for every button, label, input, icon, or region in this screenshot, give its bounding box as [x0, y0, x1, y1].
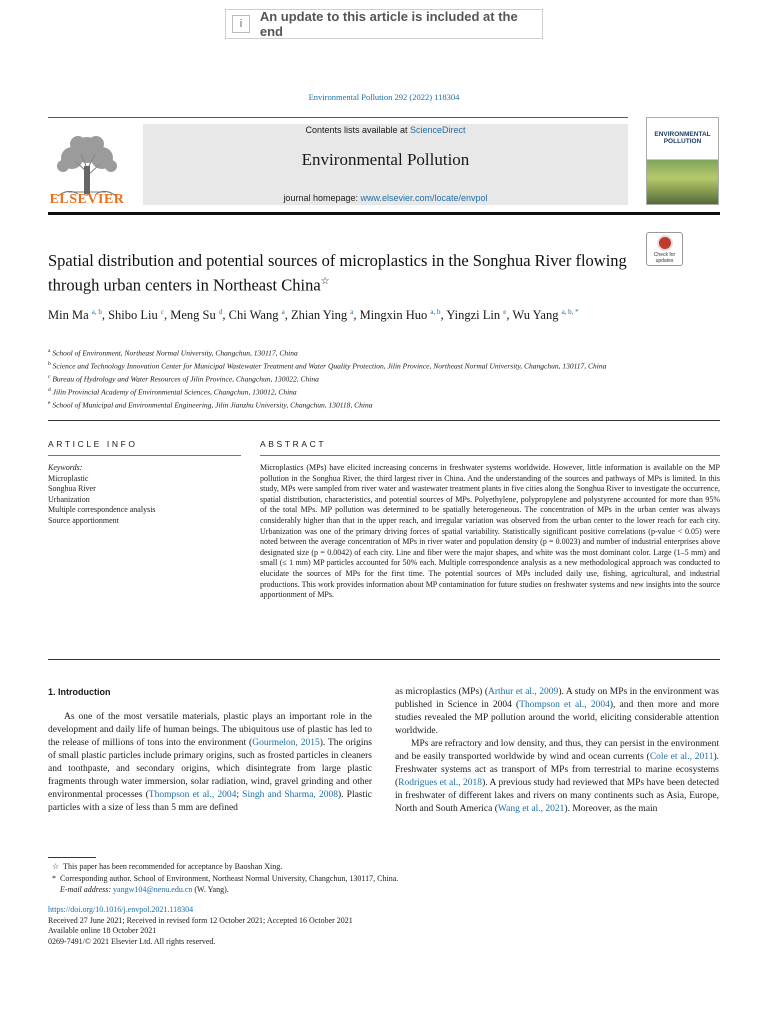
footnote-text: Corresponding author. School of Environment, Northeast Normal University, Changchun, 130117, China.	[60, 873, 399, 883]
email-label: E-mail address:	[60, 885, 112, 895]
affiliation	[48, 372, 720, 385]
divider	[48, 420, 720, 421]
footnotes	[48, 861, 720, 896]
body-column-left	[48, 686, 372, 815]
affiliation-text: Jilin Provincial Academy of Environmental Sciences, Changchun, 130012, China	[52, 387, 297, 397]
text-run: as microplastics (MPs) (	[395, 687, 488, 697]
homepage-prefix: journal homepage:	[283, 193, 361, 203]
article-info-rule	[48, 455, 241, 456]
divider	[48, 659, 720, 660]
footnote-text: This paper has been recommended for acceptance by Baoshan Xing.	[63, 862, 283, 871]
homepage-link[interactable]: www.elsevier.com/locate/envpol	[360, 193, 488, 203]
title-footnote-mark[interactable]: ☆	[320, 276, 330, 287]
affiliation	[48, 385, 720, 398]
author-affiliation-mark[interactable]: c	[160, 308, 165, 316]
update-banner-text: An update to this article is included at the end	[259, 9, 518, 39]
author[interactable]	[48, 308, 102, 322]
author-affiliation-mark[interactable]: a	[281, 308, 285, 316]
author[interactable]	[170, 308, 222, 322]
keywords-title: Keywords:	[48, 463, 83, 472]
footnote-rule	[48, 857, 96, 858]
author-name: Min Ma	[48, 308, 89, 323]
text-run: ). Plastic particles with a size of less than 5 mm are defined	[48, 790, 372, 813]
affiliation-key: e	[48, 400, 51, 406]
publication-info	[48, 905, 720, 947]
affiliation-key: b	[48, 361, 51, 367]
author[interactable]	[512, 308, 578, 322]
affiliation-text: School of Environment, Northeast Normal University, Changchun, 130117, China	[52, 348, 298, 358]
article-title	[48, 250, 633, 296]
abstract-rule	[260, 455, 720, 456]
affiliation-key: c	[48, 374, 51, 380]
author-name: Chi Wang	[228, 308, 279, 323]
sciencedirect-link[interactable]: ScienceDirect	[410, 125, 466, 135]
citation-link[interactable]: Cole et al., 2011	[649, 752, 714, 762]
abstract-text: Microplastics (MPs) have elicited increasing concerns in freshwater systems worldwide. However, little information is available on the MP pollution in the Songhua River, the third largest river in China. And the understanding of the sources and pathways of MPs is limited. In this study, MPs were sampled from river water and wastewater treatment plants in five cities along the Songhua River to investigate the occurrence, spatial distribution, characteristics, and potential sources of MPs. Polyethylene, polypropylene and polystyrene accounted for more than 95% of the total MPs. MP pollution was determined to be spatially heterogeneous. The concentration of MPs in the urban center was always considerably higher than that in the upper reach, and irregular variation was observed from the urban center to the lower reach for each city. Urbanization was one of the primary driving forces of spatial variability. Statistically significant positive correlations (p-value < 0.05) were noted between the average concentration of MPs in river water and population density (p = 0.0023) and number of industrial enterprises above designated size (p = 0.0042) of each city. Line and fiber were the major shapes, and white was the most dominant color. Large (1–5 mm) and small (≤ 1 mm) MP particles accounted for 50% each. Multiple correspondence analysis as a new methodological approach was conducted to elucidate the sources of MPs for the first time. The potential sources of MPs included daily use, fishing, agricultural, and industrial productions. This work provides information about MP contamination for future studies on freshwater systems and new insights into the source apportionment of MPs.	[260, 463, 720, 600]
article-info-label: ARTICLE INFO	[48, 439, 138, 449]
author-name: Wu Yang	[512, 308, 559, 323]
update-banner[interactable]	[225, 9, 543, 39]
author-affiliation-mark[interactable]: a, b	[91, 308, 102, 316]
citation-link[interactable]: Gourmelon, 2015	[252, 738, 320, 748]
citation-link[interactable]: Wang et al., 2021	[497, 804, 565, 814]
citation-link[interactable]: Arthur et al., 2009	[488, 687, 559, 697]
author-name: Zhian Ying	[290, 308, 348, 323]
footnote-mark: *	[52, 873, 56, 883]
header-bottom-rule	[48, 212, 720, 215]
text-run: ). A previous study had reviewed that MPs have been detected in freshwater of different lakes and rivers on many continents such as Asia, Europe, North and South America (	[395, 778, 719, 814]
author-affiliation-mark[interactable]: a, b, *	[561, 308, 579, 316]
paragraph	[395, 686, 719, 738]
citation-link[interactable]: Singh and Sharma, 2008	[242, 790, 338, 800]
footnote-mark: ☆	[52, 862, 60, 871]
author[interactable]	[360, 308, 441, 322]
info-icon: i	[232, 15, 250, 33]
email-link[interactable]: yangw104@nenu.edu.cn	[113, 885, 193, 895]
keyword: Multiple correspondence analysis	[48, 505, 156, 515]
keywords-list	[48, 474, 248, 527]
keyword: Urbanization	[48, 494, 90, 504]
check-for-updates-button[interactable]	[646, 232, 683, 266]
affiliation-text: Bureau of Hydrology and Water Resources of Jilin Province, Changchun, 130022, China	[52, 374, 319, 384]
keyword: Source apportionment	[48, 515, 119, 525]
text-run: ). Moreover, as the main	[564, 804, 658, 814]
elsevier-wordmark: ELSEVIER	[49, 192, 125, 207]
affiliation	[48, 359, 720, 372]
abstract-label: ABSTRACT	[260, 439, 327, 449]
keyword: Songhua River	[48, 484, 96, 494]
contents-prefix: Contents lists available at	[305, 125, 411, 135]
text-run: ;	[236, 790, 243, 800]
journal-reference[interactable]: Environmental Pollution 292 (2022) 118304	[308, 92, 460, 102]
text-run: ), and then more and more studies revealed the MP pollution around the world, eliciting considerable attention worldwide.	[395, 700, 719, 736]
affiliation-list	[48, 346, 720, 411]
author-name: Meng Su	[170, 308, 216, 323]
keywords-block	[48, 463, 248, 527]
text-run: ). The origins of small plastic particles include primary origins, such as frosted particles in cleaners and toothpaste, and secondary origins, which disintegrate from large plastic fragments through water immersion, solar radiation, wind, gravel grinding and other environmental processes (	[48, 738, 373, 800]
affiliation	[48, 398, 720, 411]
affiliation-key: d	[48, 387, 51, 393]
header-top-rule	[48, 117, 628, 118]
author-list: Min Ma $^{a, b}$, Shibo Liu $^c$, Meng Su $^d$, Chi Wang $^a$, Zhian Ying $^a$, Mingxin Huo $^{a, b}$, Yingzi Lin $^e$, Wu Yang $^{a, b, *}$	[48, 308, 579, 323]
affiliation-text: Science and Technology Innovation Center for Municipal Wastewater Treatment and Water Quality Protection, Jilin Province, Northeast Normal University, Changchun, 130117, China	[52, 361, 607, 371]
author[interactable]	[291, 308, 353, 322]
homepage-line	[143, 193, 628, 203]
cover-title: ENVIRONMENTAL POLLUTION	[654, 131, 711, 145]
paragraph	[48, 711, 372, 815]
author[interactable]	[229, 308, 285, 322]
text-run: MPs are refractory and low density, and thus, they can persist in the environment and be easily transported worldwide by wind and ocean currents (	[395, 739, 719, 762]
paragraph	[395, 738, 719, 816]
text-run: ). A study on MPs in the environment was published in Science in 2004 (	[395, 687, 719, 710]
author-affiliation-mark[interactable]: d	[218, 308, 223, 316]
keyword: Microplastic	[48, 473, 89, 483]
citation-link[interactable]: Thompson et al., 2004	[148, 790, 237, 800]
author-affiliation-mark[interactable]: e	[503, 308, 507, 316]
body-column-right	[395, 686, 719, 816]
affiliation-text: School of Municipal and Environmental Engineering, Jilin Jianzhu University, Changchun, 130118, China	[52, 400, 373, 410]
text-run: As one of the most versatile materials, plastic plays an important role in the development and daily life of human beings. The ubiquitous use of plastic has led to the release of millions of tons into the environment (	[48, 712, 372, 748]
footnote-acceptance	[48, 861, 720, 873]
author[interactable]	[446, 308, 506, 322]
section-heading-introduction: 1. Introduction	[48, 687, 111, 697]
text-run: ). Freshwater systems act as transport of MPs from terrestrial to marine ecosystems (	[395, 752, 719, 788]
footnote-email	[48, 884, 720, 896]
author-affiliation-mark[interactable]: a	[350, 308, 354, 316]
received-dates: Received 27 June 2021; Received in revised form 12 October 2021; Accepted 16 October 2021	[48, 915, 353, 925]
citation-link[interactable]: Thompson et al., 2004	[519, 700, 610, 710]
author[interactable]	[108, 308, 164, 322]
author-name: Mingxin Huo	[359, 308, 428, 323]
online-date: Available online 18 October 2021	[48, 926, 157, 935]
author-name: Yingzi Lin	[446, 308, 501, 323]
footnote-corresponding	[48, 873, 720, 885]
author-name: Shibo Liu	[108, 308, 158, 323]
affiliation-key: a	[48, 348, 51, 354]
doi-link[interactable]: https://doi.org/10.1016/j.envpol.2021.118304	[48, 905, 194, 914]
copyright: 0269-7491/© 2021 Elsevier Ltd. All rights reserved.	[48, 936, 216, 946]
author-affiliation-mark[interactable]: a, b	[430, 308, 441, 316]
crossmark-icon	[657, 235, 673, 251]
article-title-text: Spatial distribution and potential sources of microplastics in the Songhua River flowing through urban centers in Northeast China	[48, 251, 627, 295]
check-for-updates-label: Check for updates	[653, 252, 676, 264]
email-suffix: (W. Yang).	[192, 885, 229, 895]
journal-title: Environmental Pollution	[301, 150, 470, 169]
citation-link[interactable]: Rodrigues et al., 2018	[398, 778, 483, 788]
affiliation	[48, 346, 720, 359]
contents-line	[143, 125, 628, 135]
